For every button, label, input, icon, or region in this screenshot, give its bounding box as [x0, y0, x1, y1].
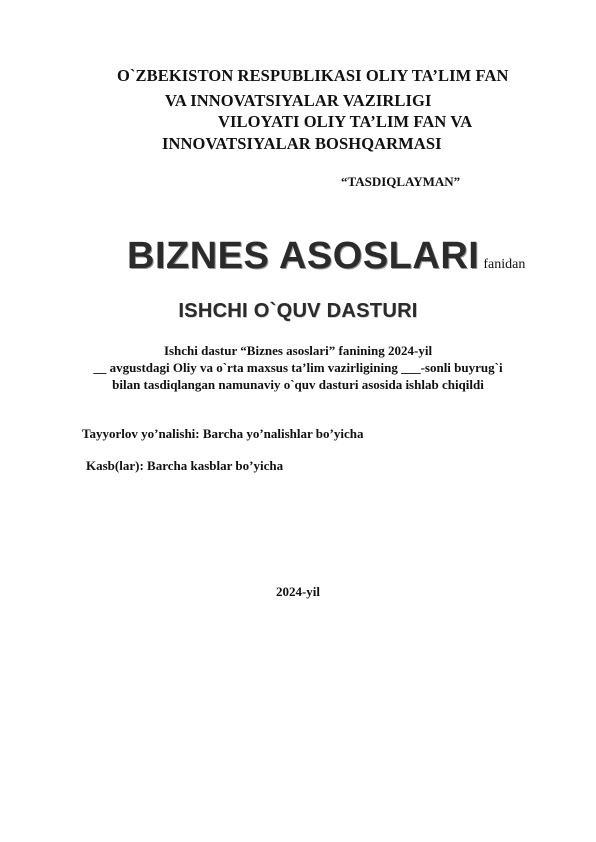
- description-line-3: bilan tasdiqlangan namunaviy o`quv dasturi asosida ishlab chiqildi: [112, 377, 484, 392]
- header-region-line-2: INNOVATSIYALAR BOSHQARMASI: [162, 134, 442, 153]
- training-direction-field: Tayyorlov yo’nalishi: Barcha yo’nalishlar bo’yicha: [82, 426, 364, 441]
- header-ministry-line-1: O`ZBEKISTON RESPUBLIKASI OLIY TA’LIM FAN: [117, 66, 509, 85]
- description-line-1: Ishchi dastur “Biznes asoslari” fanining 2024-yil: [163, 343, 433, 358]
- title-suffix: fanidan: [483, 257, 526, 272]
- description-line-2: __ avgustdagi Oliy va o`rta maxsus ta’lim vazirligining ___-sonli buyrug`i: [93, 360, 503, 375]
- title-main: BIZNES ASOSLARI: [127, 235, 480, 277]
- header-ministry-line-2: VA INNOVATSIYALAR VAZIRLIGI: [165, 91, 432, 110]
- header-region-line-1: VILOYATI OLIY TA’LIM FAN VA: [218, 112, 473, 131]
- document-year: 2024-yil: [275, 584, 321, 599]
- approval-stamp-text: “TASDIQLAYMAN”: [341, 174, 461, 189]
- document-subtitle: ISHCHI O`QUV DASTURI: [178, 300, 418, 322]
- document-title: [127, 237, 525, 275]
- professions-field: Kasb(lar): Barcha kasblar bo’yicha: [86, 458, 284, 473]
